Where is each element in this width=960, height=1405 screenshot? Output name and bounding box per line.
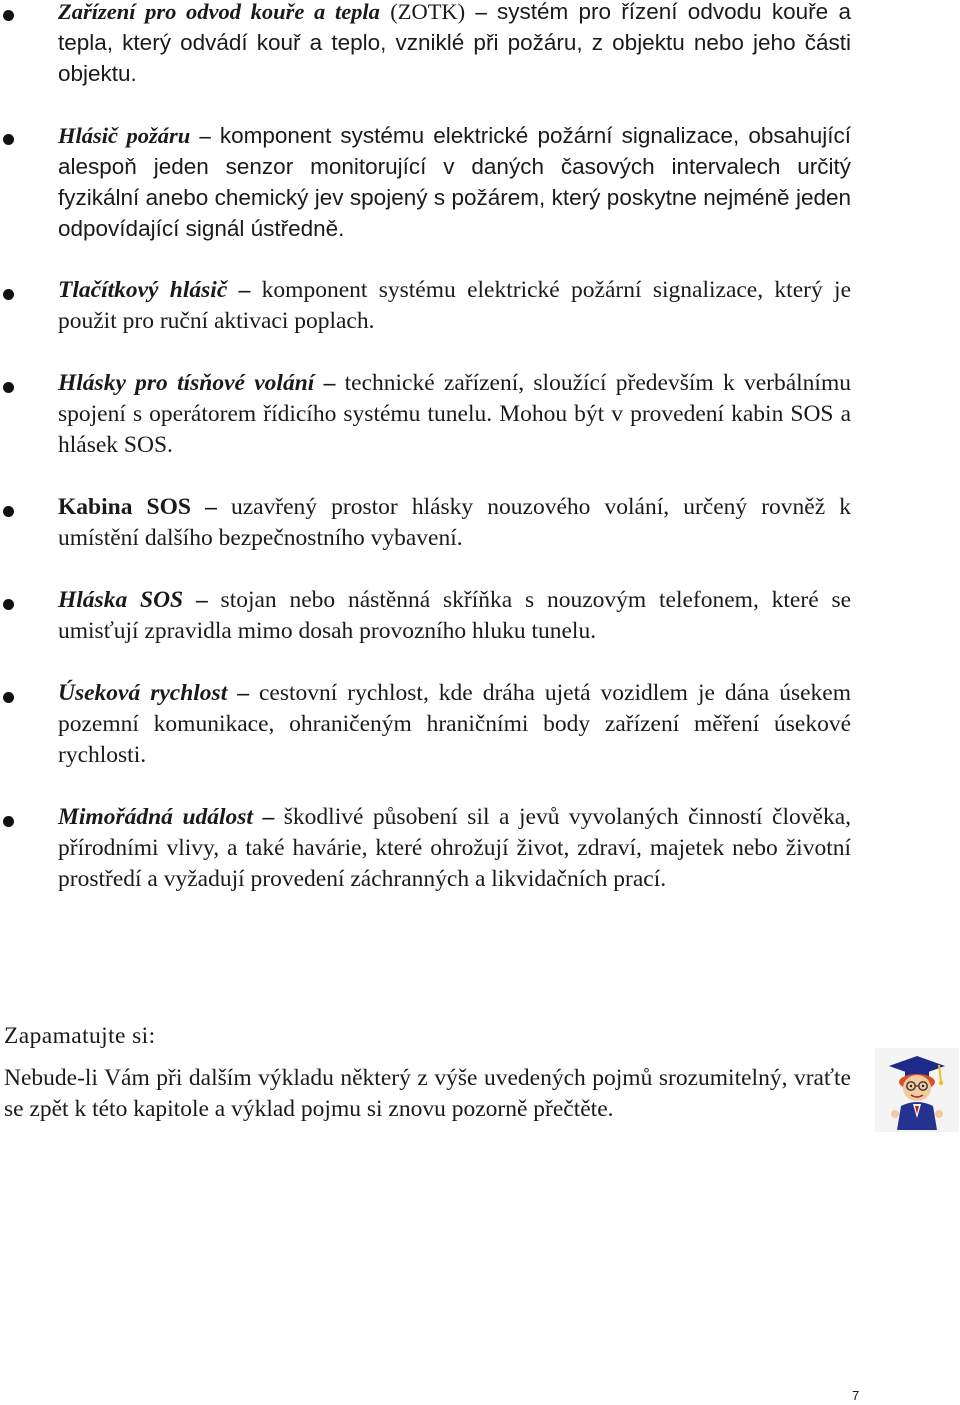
definition-dash: – bbox=[475, 0, 487, 24]
definition-dash: – bbox=[199, 123, 211, 148]
definition-item bbox=[0, 368, 960, 461]
definition-dash: – bbox=[262, 804, 275, 830]
bullet-icon bbox=[3, 289, 14, 300]
definition-term: Hláska SOS bbox=[58, 587, 184, 613]
definition-text: komponent systému elektrické požární signalizace, obsahující alespoň jeden senzor monitorující v daných časových intervalech určitý fyzikální anebo chemický jev spojený s požárem, který poskytne nejméně jeden odpovídající signál ústředně. bbox=[58, 123, 851, 241]
definition-text: uzavřený prostor hlásky nouzového volání, určený rovněž k umístění dalšího bezpečnostního vybavení. bbox=[58, 494, 852, 551]
definition-term: Tlačítkový hlásič bbox=[58, 277, 228, 303]
bullet-icon bbox=[3, 506, 14, 517]
definition-term: Mimořádná událost bbox=[58, 804, 253, 830]
bullet-icon bbox=[3, 10, 14, 21]
definition-text: technické zařízení, sloužící především k verbálnímu spojení s operátorem řídicího systému tunelu. Mohou být v provedení kabin SOS a hlásek SOS. bbox=[58, 370, 851, 458]
definition-text: stojan nebo nástěnná skříňka s nouzovým telefonem, které se umisťují zpravidla mimo dosah provozního hluku tunelu. bbox=[58, 587, 852, 644]
page-number: 7 bbox=[852, 1388, 860, 1403]
definition-text: škodlivé působení sil a jevů vyvolaných činností člověka, přírodními vlivy, a také havárie, které ohrožují život, zdraví, majetek nebo životní prostředí a vyžadují provedení záchranných a likvidačních prací. bbox=[58, 804, 852, 892]
definition-item bbox=[0, 492, 960, 554]
definition-text: komponent systému elektrické požární signalizace, který je použit pro ruční aktivaci poplach. bbox=[58, 277, 852, 334]
definition-item bbox=[0, 585, 960, 647]
definition-term: Hlásič požáru bbox=[58, 123, 191, 148]
definition-abbr: (ZOTK) bbox=[390, 0, 466, 24]
definition-item bbox=[0, 802, 960, 895]
definition-term: Úseková rychlost bbox=[58, 680, 228, 706]
bullet-icon bbox=[3, 816, 14, 827]
definition-dash: – bbox=[323, 370, 336, 396]
bullet-icon bbox=[3, 382, 14, 393]
definition-item bbox=[0, 120, 960, 244]
definition-text: cestovní rychlost, kde dráha ujetá vozidlem je dána úsekem pozemní komunikace, ohraničeným hraničními body zařízení měření úsekové rychlosti. bbox=[58, 680, 851, 768]
professor-mascot-icon bbox=[875, 1048, 959, 1132]
remember-note: Nebude-li Vám při dalším výkladu některý z výše uvedených pojmů srozumitelný, vraťte se zpět k této kapitole a výklad pojmu si znovu pozorně přečtěte. bbox=[4, 1065, 851, 1122]
definition-dash: – bbox=[195, 587, 208, 613]
remember-heading: Zapamatujte si: bbox=[4, 1023, 156, 1049]
bullet-icon bbox=[3, 134, 14, 145]
bullet-icon bbox=[3, 692, 14, 703]
definition-term: Hlásky pro tísňové volání bbox=[58, 370, 315, 396]
definition-item bbox=[0, 0, 960, 89]
definition-term: Zařízení pro odvod kouře a tepla bbox=[58, 0, 380, 24]
bullet-icon bbox=[3, 599, 14, 610]
definition-text: systém pro řízení odvodu kouře a tepla, který odvádí kouř a teplo, vzniklé při požáru, z objektu nebo jeho části objektu. bbox=[58, 0, 851, 86]
definition-term: Kabina SOS bbox=[58, 494, 191, 520]
definition-dash: – bbox=[238, 277, 251, 303]
definition-dash: – bbox=[237, 680, 249, 706]
definition-dash: – bbox=[205, 494, 217, 520]
definition-item bbox=[0, 275, 960, 337]
definition-item bbox=[0, 678, 960, 771]
